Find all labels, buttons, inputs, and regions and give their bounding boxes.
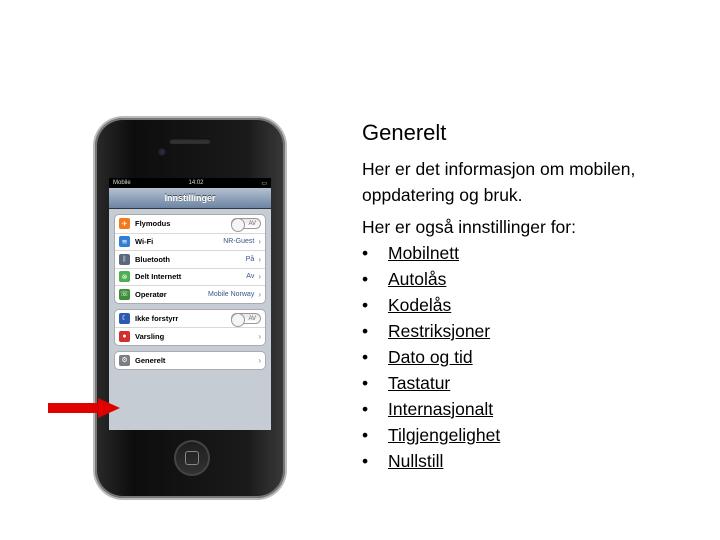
settings-group (114, 351, 266, 371)
chevron-right-icon: › (258, 272, 261, 282)
intro-text: Her er også innstillinger for: (362, 217, 576, 237)
list-item (362, 422, 702, 448)
settings-row-label: Wi-Fi (135, 237, 154, 247)
settings-link-1[interactable]: Mobilnett (388, 243, 460, 263)
phone-screen (109, 178, 271, 430)
settings-row-ikke-forstyrr[interactable] (115, 310, 265, 328)
red-arrow-icon (48, 398, 120, 418)
settings-row-value: På (245, 255, 255, 263)
settings-row-varsling[interactable] (115, 327, 265, 345)
phone-image (95, 118, 285, 498)
chevron-right-icon: › (258, 289, 261, 299)
chevron-right-icon: › (258, 355, 261, 365)
chevron-right-icon: › (258, 237, 261, 247)
settings-row-label: Operatør (135, 289, 167, 299)
hotspot-icon: ⊗ (119, 271, 130, 282)
list-item (362, 370, 702, 396)
settings-link-2[interactable]: Autolås (388, 269, 447, 289)
notifications-icon: ● (119, 331, 130, 342)
settings-row-label: Generelt (135, 355, 166, 365)
status-bar (109, 178, 271, 188)
battery-icon: ▭ (261, 180, 267, 187)
settings-row-value: Mobile Norway (208, 290, 255, 298)
bullet-icon: • (362, 295, 369, 315)
settings-row-label: Delt Internett (135, 272, 182, 282)
info-panel (362, 118, 702, 474)
settings-row-label: Ikke forstyrr (135, 313, 179, 323)
settings-link-4[interactable]: Restriksjoner (388, 321, 491, 341)
settings-link-list (362, 240, 702, 474)
list-item (362, 318, 702, 344)
settings-list (109, 214, 271, 370)
gear-icon: ⚙ (119, 355, 130, 366)
bullet-icon: • (362, 451, 369, 471)
list-item (362, 344, 702, 370)
settings-link-7[interactable]: Internasjonalt (388, 399, 494, 419)
list-item (362, 396, 702, 422)
phone-speaker (169, 138, 211, 144)
bullet-icon: • (362, 425, 369, 445)
settings-row-label: Flymodus (135, 219, 171, 229)
settings-row-bluetooth[interactable] (115, 250, 265, 268)
list-item (362, 240, 702, 266)
bullet-icon: • (362, 347, 369, 367)
settings-link-6[interactable]: Tastatur (388, 373, 451, 393)
bullet-icon: • (362, 399, 369, 419)
settings-group (114, 214, 266, 304)
bullet-icon: • (362, 373, 369, 393)
home-button[interactable] (174, 440, 210, 476)
settings-row-label: Varsling (135, 331, 165, 341)
bullet-icon: • (362, 243, 369, 263)
settings-row-operat-r[interactable] (115, 285, 265, 303)
settings-row-flymodus[interactable] (115, 215, 265, 233)
toggle-switch[interactable]: AV (231, 313, 261, 324)
carrier-text: Mobile (113, 180, 131, 186)
settings-link-9[interactable]: Nullstill (388, 451, 444, 471)
settings-row-wi-fi[interactable] (115, 233, 265, 251)
list-item (362, 292, 702, 318)
page-title: Generelt (362, 120, 447, 145)
settings-link-5[interactable]: Dato og tid (388, 347, 473, 367)
wifi-icon: ≋ (119, 236, 130, 247)
chevron-right-icon: › (258, 254, 261, 264)
settings-row-delt-internett[interactable] (115, 268, 265, 286)
list-item (362, 448, 702, 474)
settings-row-value: Av (246, 273, 255, 281)
chevron-right-icon: › (258, 331, 261, 341)
bluetooth-icon: ᛒ (119, 254, 130, 265)
clock-text: 14:02 (188, 180, 204, 186)
operator-icon: ☏ (119, 289, 130, 300)
nav-bar-title: Innstillinger (109, 188, 271, 209)
description-text: Her er det informasjon om mobilen, oppdatering og bruk. (362, 159, 636, 205)
settings-link-3[interactable]: Kodelås (388, 295, 452, 315)
settings-row-value: NR-Guest (223, 238, 255, 246)
settings-row-label: Bluetooth (135, 254, 170, 264)
settings-link-8[interactable]: Tilgjengelighet (388, 425, 501, 445)
toggle-switch[interactable]: AV (231, 218, 261, 229)
settings-row-generelt[interactable] (115, 352, 265, 370)
bullet-icon: • (362, 269, 369, 289)
airplane-icon: ✈ (119, 218, 130, 229)
bullet-icon: • (362, 321, 369, 341)
list-item (362, 266, 702, 292)
moon-icon: ☾ (119, 313, 130, 324)
phone-camera (158, 148, 166, 156)
settings-group (114, 309, 266, 346)
